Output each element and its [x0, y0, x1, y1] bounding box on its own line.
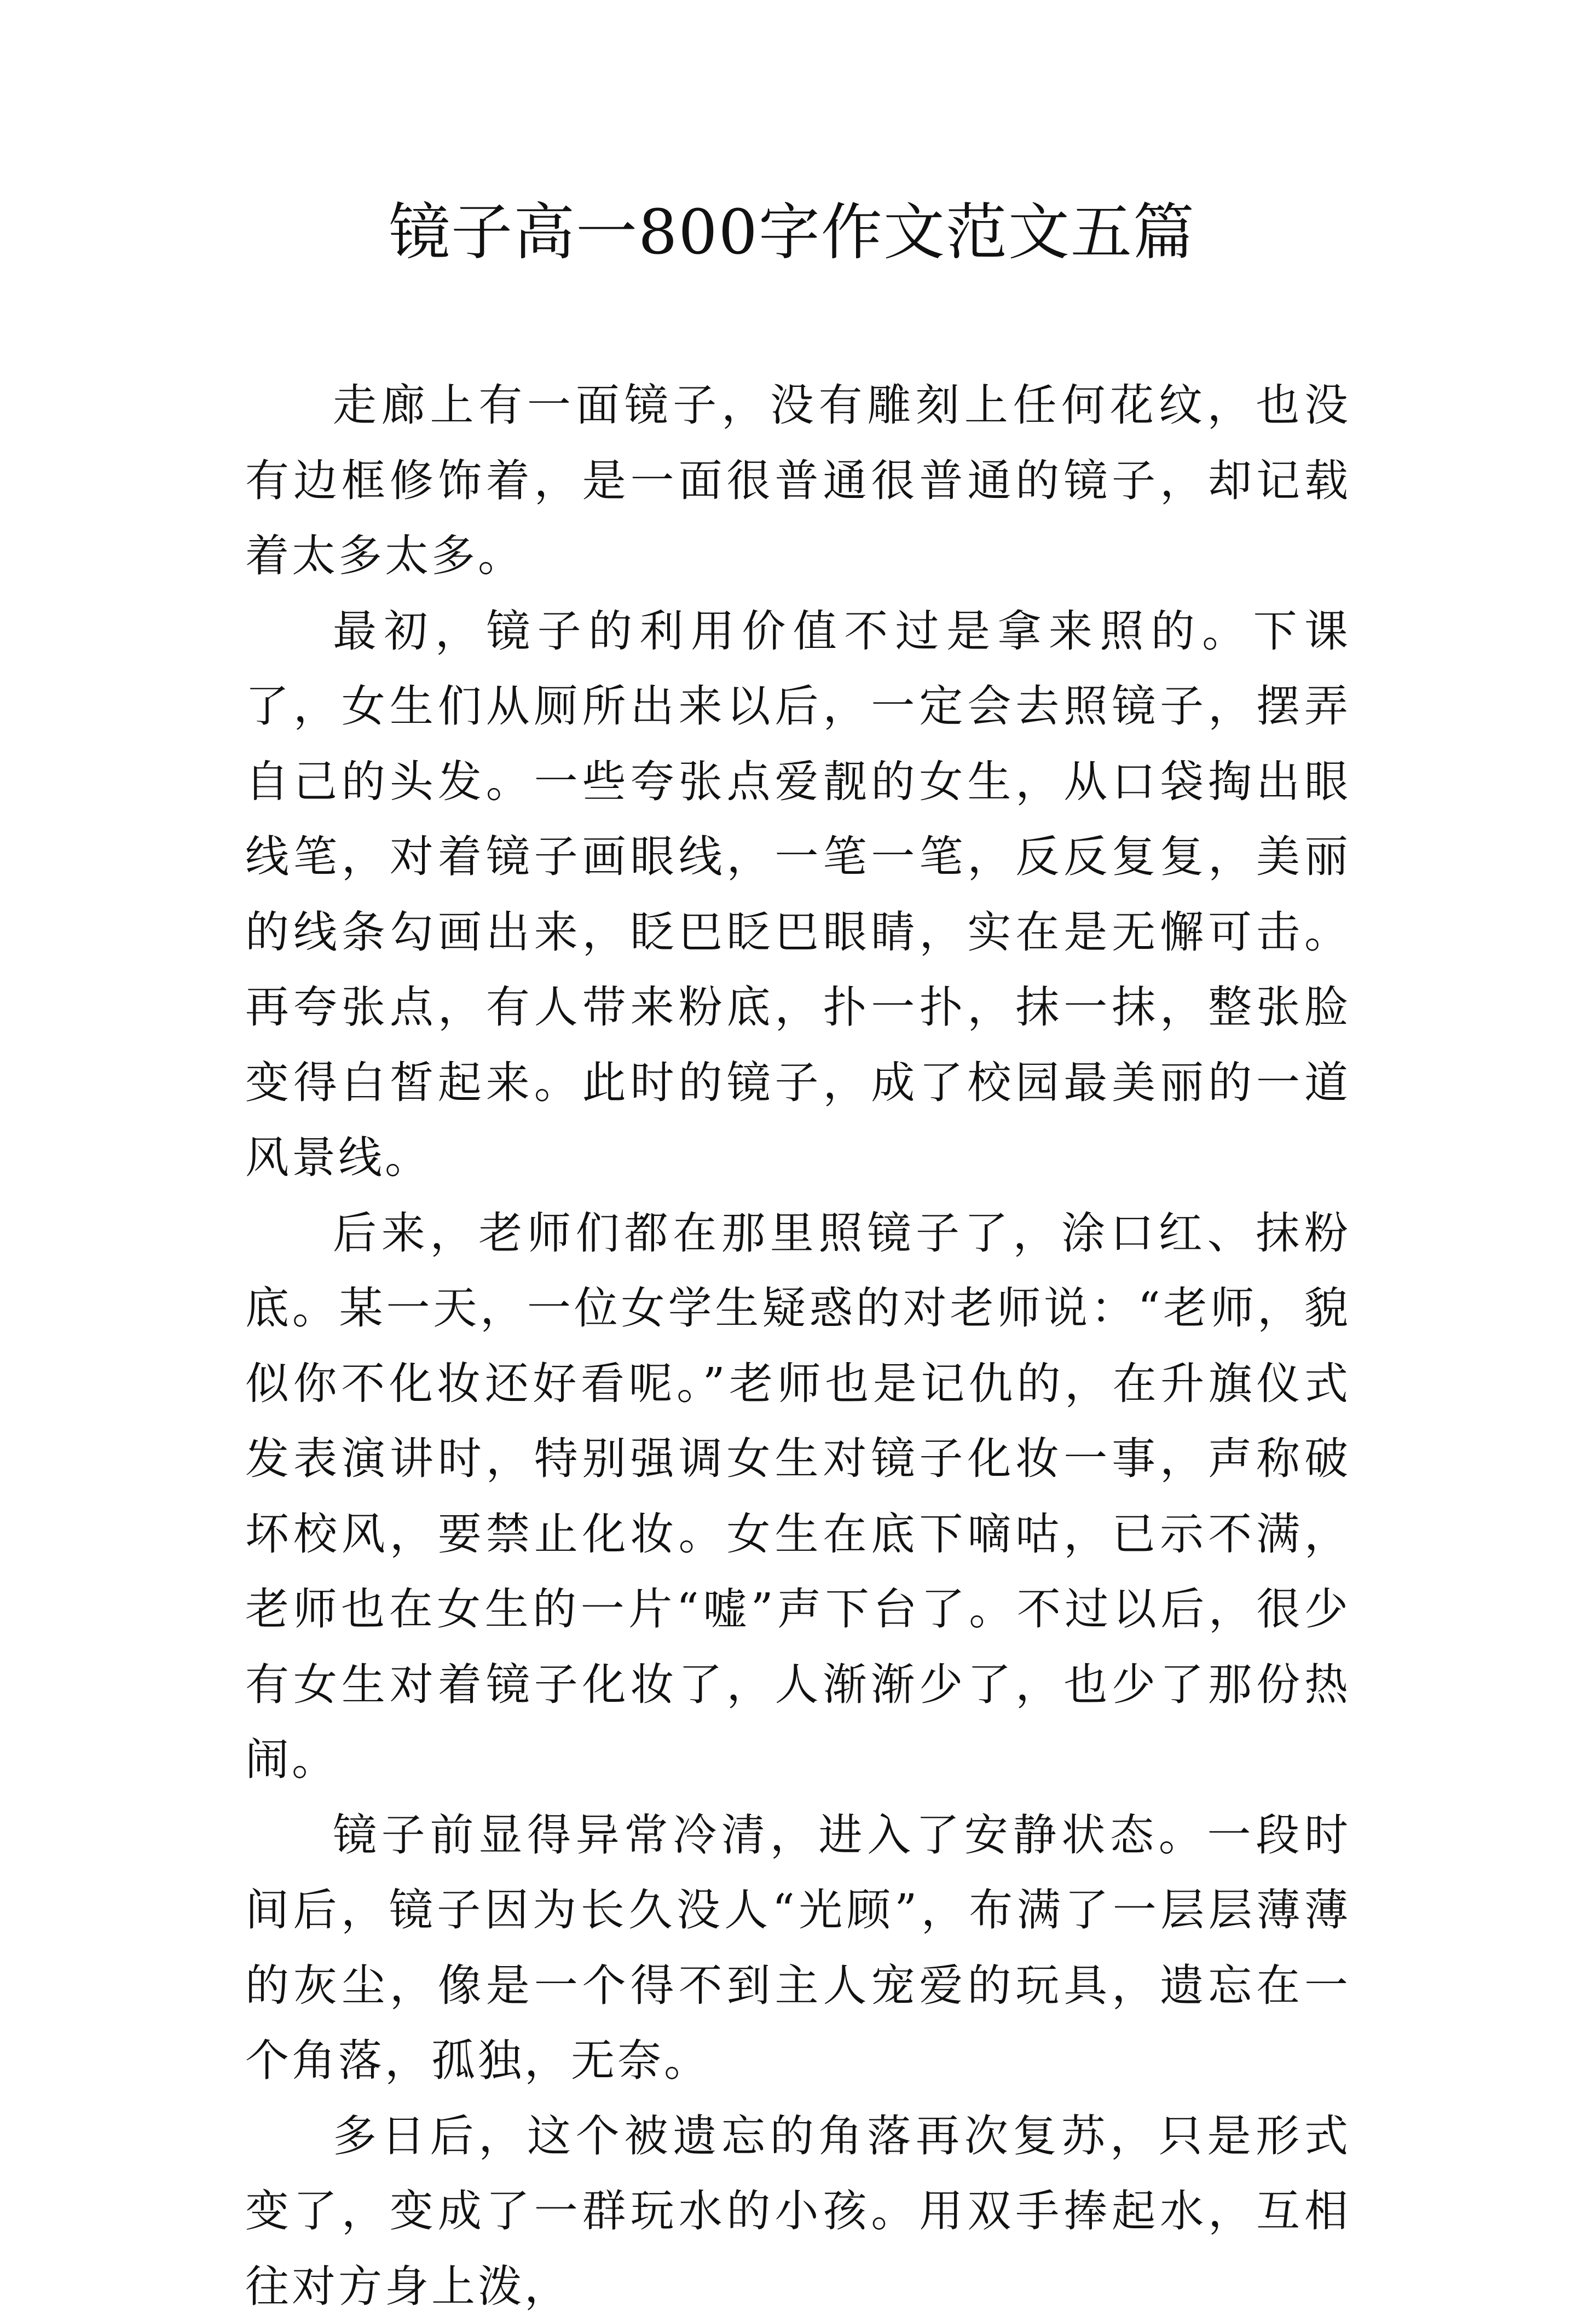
- paragraph-3: 后来，老师们都在那里照镜子了，涂口红、抹粉底。某一天，一位女学生疑惑的对老师说：“老师，貌似你不化妆还好看呢。”老师也是记仇的，在升旗仪式发表演讲时，特别强调女生对镜子化妆一事，声称破坏校风，要禁止化妆。女生在底下嘀咕，已示不满，老师也在女生的一片“嘘”声下台了。不过以后，很少有女生对着镜子化妆了，人渐渐少了，也少了那份热闹。: [245, 1196, 1351, 1798]
- document-body: [245, 368, 1351, 2324]
- paragraph-4: 镜子前显得异常冷清，进入了安静状态。一段时间后，镜子因为长久没人“光顾”，布满了一层层薄薄的灰尘，像是一个得不到主人宠爱的玩具，遗忘在一个角落，孤独，无奈。: [245, 1798, 1351, 2099]
- paragraph-5: 多日后，这个被遗忘的角落再次复苏，只是形式变了，变成了一群玩水的小孩。用双手捧起水，互相往对方身上泼，: [245, 2099, 1351, 2324]
- document-title: 镜子高一800字作文范文五篇: [0, 192, 1584, 274]
- paragraph-1: 走廊上有一面镜子，没有雕刻上任何花纹，也没有边框修饰着，是一面很普通很普通的镜子，却记载着太多太多。: [245, 368, 1351, 594]
- paragraph-2: 最初，镜子的利用价值不过是拿来照的。下课了，女生们从厕所出来以后，一定会去照镜子，摆弄自己的头发。一些夸张点爱靓的女生，从口袋掏出眼线笔，对着镜子画眼线，一笔一笔，反反复复，美丽的线条勾画出来，眨巴眨巴眼睛，实在是无懈可击。再夸张点，有人带来粉底，扑一扑，抹一抹，整张脸变得白皙起来。此时的镜子，成了校园最美丽的一道风景线。: [245, 594, 1351, 1196]
